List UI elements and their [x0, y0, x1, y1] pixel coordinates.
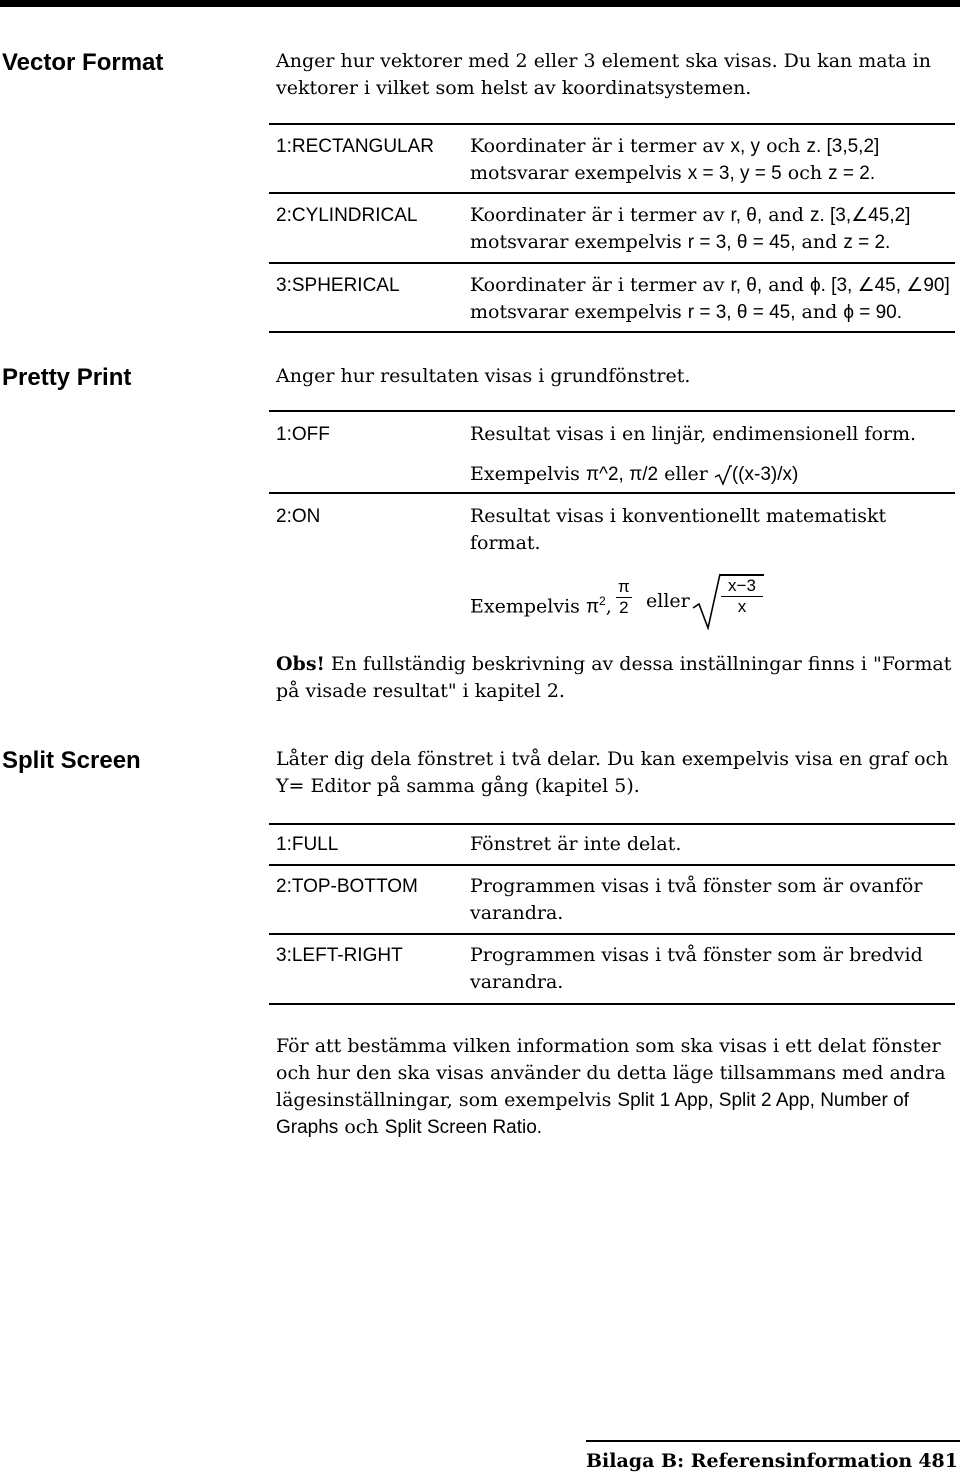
option-example-on: Exempelvis $\pi^2$, $\frac{\pi}{2}$ eller $\frac{x-3}{x}$ [470, 572, 960, 628]
option-example-off: Exempelvis π^2, π/2 eller ((x-3)/x) [470, 463, 799, 485]
option-desc-on-line2: format. [470, 532, 541, 554]
option-desc-cylindrical-line1: Koordinater är i termer av r, θ, and z. [3,∠45,2] [470, 204, 911, 226]
table-rule [269, 933, 955, 935]
top-rule [0, 0, 960, 7]
option-desc-off: Resultat visas i en linjär, endimensionell form. [470, 423, 917, 445]
table-rule [269, 410, 955, 412]
table-rule [269, 262, 955, 264]
radical-sign-icon [692, 572, 722, 630]
vector-format-intro-line1: Anger hur vektorer med 2 eller 3 element ska visas. Du kan mata in [276, 50, 931, 72]
obs-label: Obs! [276, 653, 325, 675]
square-root-icon [714, 464, 732, 486]
option-desc-cylindrical-line2: motsvarar exempelvis r = 3, θ = 45, and z = 2. [470, 231, 891, 253]
option-desc-left-right-line2: varandra. [470, 971, 564, 993]
split-screen-outro-line4: Graphs och Split Screen Ratio. [276, 1116, 543, 1138]
table-rule [269, 192, 955, 194]
option-key-off: 1:OFF [276, 424, 330, 445]
table-rule [269, 492, 955, 494]
fraction-pi-over-2: $\frac{\pi}{2}$ [618, 577, 630, 617]
option-desc-spherical-line1: Koordinater är i termer av r, θ, and ϕ. [3, ∠45, ∠90] [470, 274, 950, 296]
table-rule [269, 331, 955, 333]
split-screen-intro-line1: Låter dig dela fönstret i två delar. Du kan exempelvis visa en graf och [276, 748, 949, 770]
option-desc-on-line1: Resultat visas i konventionellt matematiskt [470, 505, 887, 527]
obs-note-line1: Obs! En fullständig beskrivning av dessa inställningar finns i "Format [276, 653, 952, 675]
split-screen-outro-line3: lägesinställningar, som exempelvis Split 1 App, Split 2 App, Number of [276, 1089, 909, 1111]
table-rule [269, 823, 955, 825]
obs-note-line2: på visade resultat" i kapitel 2. [276, 680, 565, 702]
section-title-split-screen: Split Screen [2, 747, 141, 774]
option-desc-left-right-line1: Programmen visas i två fönster som är bredvid [470, 944, 923, 966]
eller-word: eller [646, 590, 690, 612]
option-desc-full: Fönstret är inte delat. [470, 833, 682, 855]
section-title-pretty-print: Pretty Print [2, 364, 132, 391]
table-rule [269, 864, 955, 866]
page-number: 481 [918, 1450, 958, 1472]
option-key-on: 2:ON [276, 506, 321, 527]
option-desc-rectangular-line2: motsvarar exempelvis x = 3, y = 5 och z = 2. [470, 162, 876, 184]
fraction-x-minus-3-over-x: $\frac{x-3}{x}$ [721, 576, 763, 617]
table-rule [269, 1003, 955, 1005]
page-footer [586, 1448, 960, 1475]
option-key-cylindrical: 2:CYLINDRICAL [276, 205, 418, 226]
option-desc-top-bottom-line1: Programmen visas i två fönster som är ovanför [470, 875, 923, 897]
vector-format-intro-line2: vektorer i vilket som helst av koordinatsystemen. [276, 77, 752, 99]
option-key-rectangular: 1:RECTANGULAR [276, 136, 435, 157]
split-screen-outro-line1: För att bestämma vilken information som ska visas i ett delat fönster [276, 1035, 941, 1057]
option-desc-top-bottom-line2: varandra. [470, 902, 564, 924]
section-title-vector-format: Vector Format [2, 49, 164, 76]
option-key-spherical: 3:SPHERICAL [276, 275, 400, 296]
option-key-full: 1:FULL [276, 834, 339, 855]
footer-title: Bilaga B: Referensinformation [586, 1450, 913, 1472]
footer-rule [586, 1440, 960, 1442]
split-screen-intro-line2: Y= Editor på samma gång (kapitel 5). [276, 775, 640, 797]
option-desc-spherical-line2: motsvarar exempelvis r = 3, θ = 45, and ϕ = 90. [470, 301, 903, 323]
option-key-top-bottom: 2:TOP-BOTTOM [276, 876, 418, 897]
table-rule [269, 123, 955, 125]
option-desc-rectangular-line1: Koordinater är i termer av x, y och z. [3,5,2] [470, 135, 880, 157]
pretty-print-intro: Anger hur resultaten visas i grundfönstret. [276, 365, 691, 387]
option-key-left-right: 3:LEFT-RIGHT [276, 945, 403, 966]
split-screen-outro-line2: och hur den ska visas använder du detta läge tillsammans med andra [276, 1062, 946, 1084]
